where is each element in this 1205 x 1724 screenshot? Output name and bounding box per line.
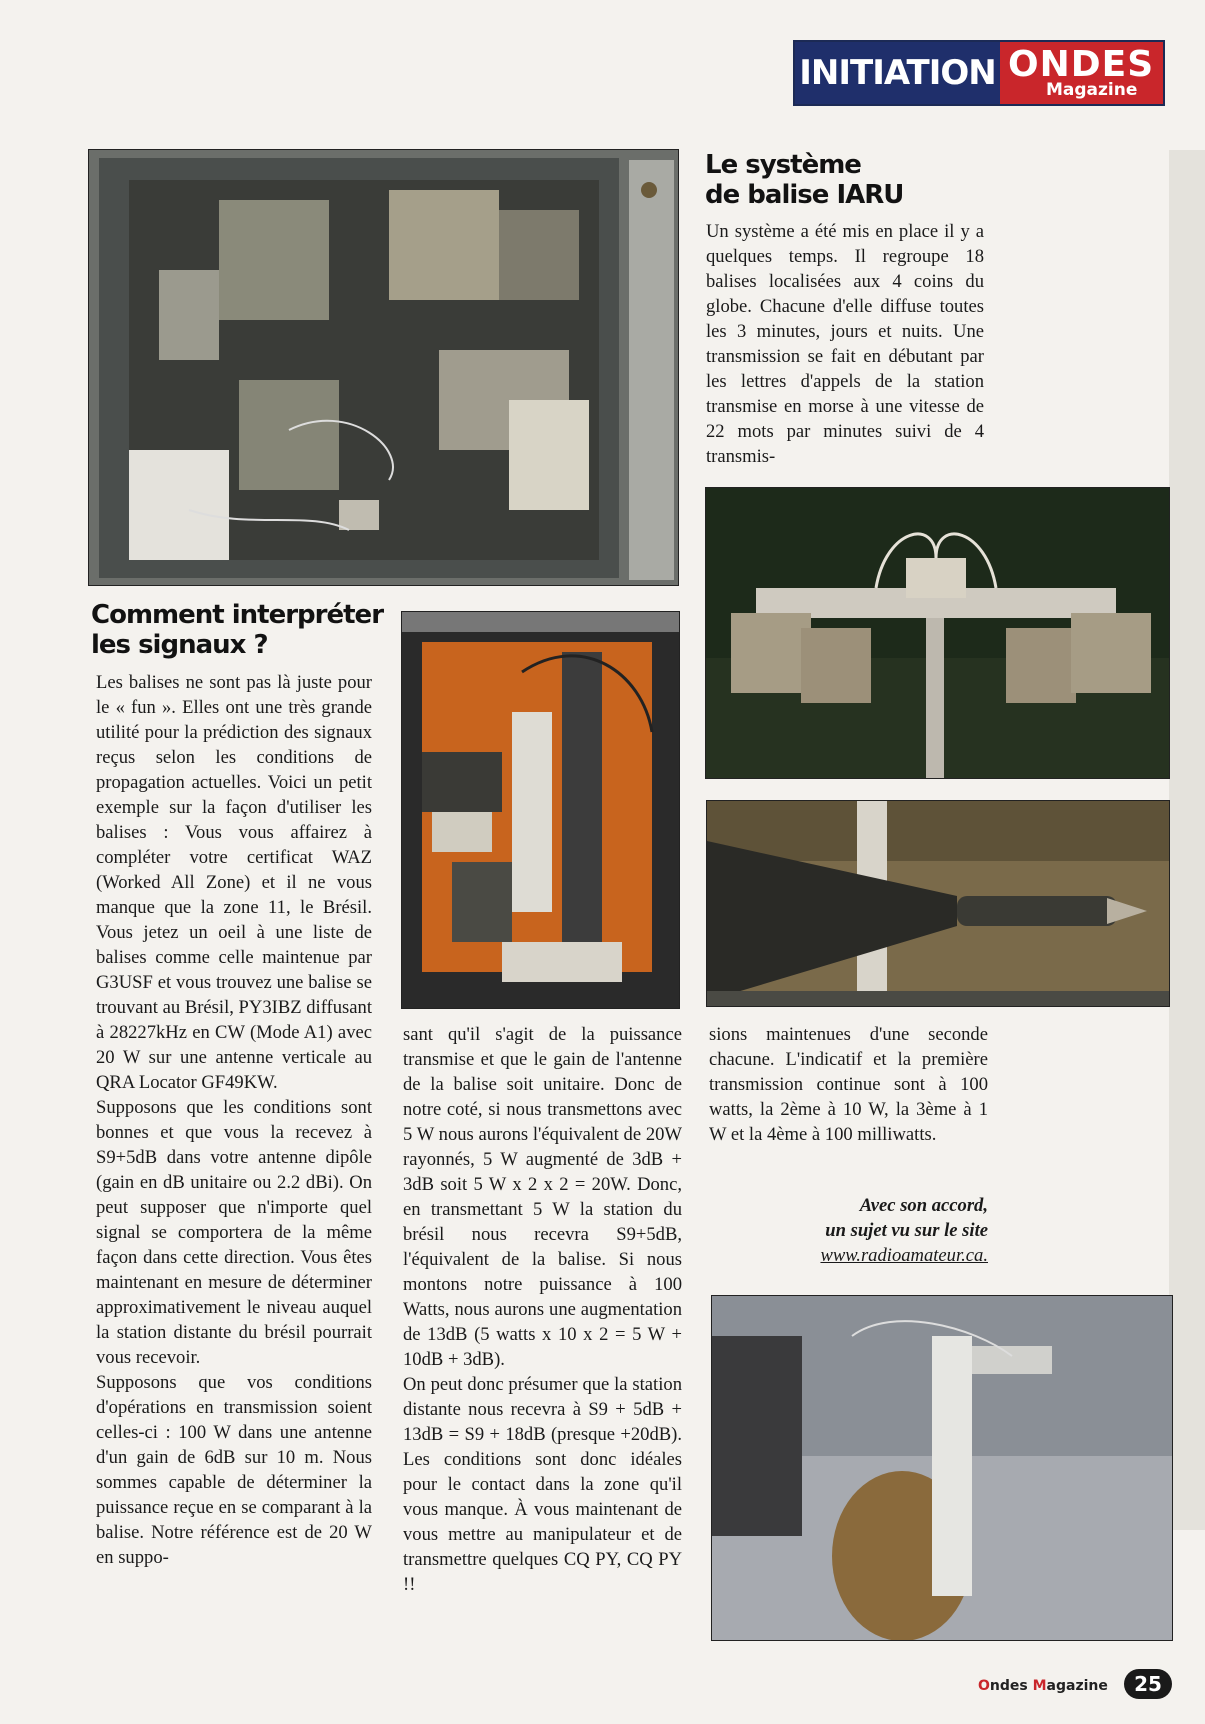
heading-line-1: Comment interpréter [91, 600, 384, 630]
heading-iaru-system [705, 150, 1005, 210]
middle-column-text [403, 1022, 682, 1597]
footer-brand-o: O [978, 1678, 990, 1694]
right-column-continuation [709, 1022, 988, 1147]
magazine-logo [1000, 42, 1163, 104]
right-column-intro [706, 219, 984, 469]
footer-brand [978, 1678, 1108, 1694]
photo-dish-antenna [711, 1295, 1173, 1641]
paragraph: Les balises ne sont pas là juste pour le « fun ». Elles ont une très grande utilité pour la prédiction des signaux reçus selon les conditions de propagation actuelles. Voici un petit exemple sur la façon d'utiliser les balises : Vous vous affairez à compléter votre certificat WAZ (Worked All Zone) et il ne vous manque que la zone 11, le Brésil. Vous jetez un oeil à une liste de balises comme celle maintenue par G3USF et vous trouvez une balise se trouvant au Brésil, PY3IBZ diffusant à 28227kHz en CW (Mode A1) avec 20 W sur une antenne verticale au QRA Locator GF49KW. [96, 672, 372, 1093]
photo-antenna-array [705, 487, 1170, 779]
heading-line-1: Le système [705, 150, 861, 180]
paragraph: Supposons que vos conditions d'opérations en transmission soient celles-ci : 100 W dans une antenne d'un gain de 6dB sur 10 m. Nous sommes capable de déterminer la puissance reçue en se comparant à la balise. Notre référence est de 20 W en suppo- [96, 1372, 372, 1568]
footer-brand-m: M [1032, 1678, 1047, 1694]
credit-line-1: Avec son accord, [859, 1195, 988, 1216]
photo-horn-antenna [706, 800, 1170, 1007]
paragraph: On peut donc présumer que la station distante nous recevra à S9 + 5dB + 13dB = S9 + 18dB (presque +20dB). Les conditions sont donc idéales pour le contact dans la zone qu'il vous manque. À vous maintenant de vous mettre au manipulateur et de transmettre quelques CQ PY, CQ PY !! [403, 1374, 682, 1595]
page-edge-bleed [1169, 150, 1205, 1530]
paragraph: Supposons que les conditions sont bonnes et que vous la recevez à S9+5dB dans votre antenne dipôle (gain en dB unitaire ou 2.2 dBi). On peut supposer que n'importe quel signal se comportera de la même façon dans cette direction. Vous êtes maintenant en mesure de déterminer approximativement le niveau auquel la station distante du brésil pourrait vous recevoir. [96, 1097, 372, 1368]
paragraph: sions maintenues d'une seconde chacune. L'indicatif et la première transmission continue sont à 100 watts, la 2ème à 10 W, la 3ème à 1 W et la 4ème à 100 milliwatts. [709, 1024, 988, 1145]
source-credit [706, 1193, 988, 1268]
photo-orange-cabinet [401, 611, 680, 1009]
heading-line-2: les signaux ? [91, 630, 268, 660]
logo-sub: Magazine [1046, 80, 1138, 100]
section-header-badge [793, 40, 1165, 106]
paragraph: sant qu'il s'agit de la puissance transmise et que le gain de l'antenne de la balise soit unitaire. Donc de notre coté, si nous transmettons avec 5 W nous aurons l'équivalent de 20W rayonnés, 5 W augmenté de 3dB + 3dB soit 5 W x 2 x 2 = 20W. Donc, en transmettant 5 W la station du brésil nous recevra S9+5dB, l'équivalent de la balise. Si nous montons notre puissance à 100 Watts, nous aurons une augmentation de 13dB (5 watts x 10 x 2 = 5 W + 10dB + 3dB). [403, 1024, 682, 1370]
logo-main: ONDES [1008, 44, 1155, 85]
paragraph: Un système a été mis en place il y a quelques temps. Il regroupe 18 balises localisées aux 4 coins du globe. Chacune d'elle diffuse toutes les 3 minutes, jours et nuits. Une transmission se fait en débutant par les lettres d'appels de la station transmise en morse à une vitesse de 22 mots par minutes suivi de 4 transmis- [706, 221, 984, 467]
credit-line-2: un sujet vu sur le site [825, 1220, 988, 1241]
page-number: 25 [1124, 1669, 1172, 1699]
footer-brand-agazine: agazine [1046, 1678, 1108, 1694]
footer-brand-ndes: ndes [989, 1678, 1033, 1694]
heading-interpreting-signals [91, 600, 391, 660]
source-link[interactable]: www.radioamateur.ca. [820, 1245, 988, 1266]
heading-line-2: de balise IARU [705, 180, 904, 210]
section-label: INITIATION [795, 42, 1000, 104]
photo-beacon-cabinet [88, 149, 679, 586]
left-column-text [96, 670, 372, 1570]
